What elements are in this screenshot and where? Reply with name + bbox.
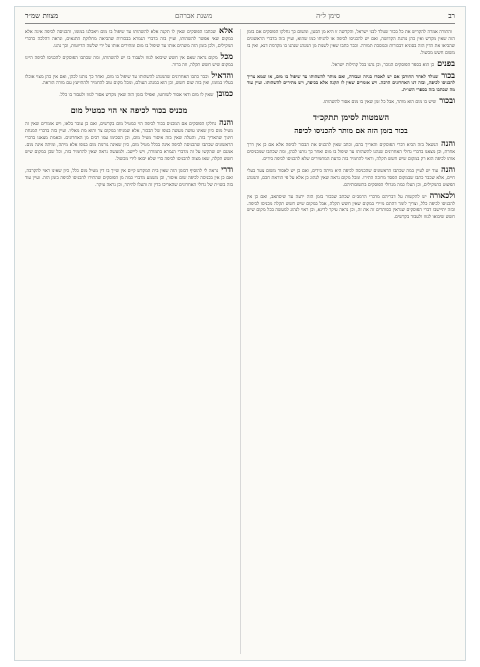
paragraph	[25, 50, 233, 70]
paragraph-lead-word: והנה	[441, 138, 455, 149]
paragraph-lead-word: והנה	[219, 117, 233, 128]
page-header	[25, 10, 455, 22]
paragraph-lead-word: אלא	[218, 27, 233, 35]
paragraph-text: מקום נראה שאם אין חשש שיבואו לגזוז ולעבוד בו יש להשהותו, ומה שכתבו הפוסקים להכניסו לכיפה היינו במקום שיש חשש תקלה, וזה ברור.	[25, 55, 233, 68]
paragraph-lead-word: כמובן	[216, 88, 233, 99]
paragraph-text: הנשאל בזה הביא דברי הפוסקים והאריך בהם, וכתב שאין להכניס את הבכור לכיפה אלא אם כן אין דרך אחרת, וכן מצאנו בדברי גדולי האחרונים שנהגו להשהותו עד שיפול בו מום ואחר כך נותנו לכהן, ומה שכתבו שמכניסים אותו לכיפה הוא רק במקום שיש חשש תקלה, וראוי להחמיר בזה כדעת המחמירים שלא להכניסו לכיפה בידים.	[247, 143, 455, 162]
paragraph-text: נחלקו הפוסקים אם המכניס בכור לכיפה הוי כמטיל מום בקדשים, ואם כן עובר בלאו, ויש אומרים שאין זה מטיל מום כיון שאינו עושה מעשה בגופו של הבכור, אלא שמניחו במקום צר והוא מת מאליו. ועיין בזה בדברי המנחת חינוך שהאריך בזה, והעלה שאין בזה איסור מטיל מום, וכן הסכימו עמו רבים מן האחרונים. ובאמת מצאנו בדברי הראשונים שכתבו שהכניסה לכיפה אינה בכלל מטיל מום, כיון שאינה גורמת מום בגופו אלא מיתה, ומיתה אינה מום. אמנם יש שהקשו על זה מדברי הגמרא בתמורה, ויש ליישב. ולמעשה נראה שאין להחמיר בזה, וכל שכן במקום שיש חשש תקלה, שאז מצוה להכניסו לכיפה כדי שלא יבואו לידי מכשול.	[25, 122, 233, 162]
paragraph-lead-word: ולכאורה	[429, 189, 455, 200]
paragraph-lead-word: ודרי	[221, 163, 233, 174]
paragraph-text: עוד יש לעיין במה שכתבו הראשונים שהכניסה לכיפה היא מיתה בידים, ואם כן יש לאסור משום צער בעלי חיים, אלא שכבר כתבו שבמקום הפסד מרובה התירו. ומכל מקום נראה שאין לנהוג כן אלא על פי הוראת חכם, והמנהג הפשוט כהמקילים, וכן העלו כמה מגדולי הפוסקים בתשובותיהם.	[247, 168, 455, 188]
paragraph	[247, 140, 455, 164]
paragraph-lead-word: והנה	[441, 163, 455, 174]
header-rule	[25, 23, 455, 24]
paragraph	[247, 57, 455, 70]
right-column	[247, 27, 455, 657]
paragraph-text: והתורה אמרה להקדיש את כל בכור שנולד לבני ישראל, והקדשה זו היא מן הבטן, ומשום כך נחלקו הפוסקים אם בזמן הזה שאין מקדש ואין כהן נוהגת הקדושה, ואם יש להכניסו לכיפה או להניחו כמו שהוא, ועיין בזה בדברי הראשונים שהביאו את הדין הזה בסוגיא דבכורות ובמסכת תמורה. וכבר כתבו שאין לשנות מן המנהג שנהגו בו מקדמת דנא, ואין בו משום חשש מכשול.	[247, 30, 455, 56]
paragraph-lead-word: ובכור	[439, 95, 455, 106]
paragraph-text: שנולד לאחר החורבן אם יש לאסרו בגיזה ועבודה, ואם מותר להשהותו עד שיפול בו מום, או שמא צריך להכניסו לכיפה, ובזה דנו האחרונים הרבה. ויש אומרים שאין לו תקנה אלא בכיפה, ויש מתירים להשהותו. ועיין עוד מה שכתבו בזה בספרי השו״ת.	[247, 74, 455, 94]
paragraph-text: שיש בו מום הוא מותר, אבל כל זמן שאין בו מום אסור להשהותו.	[322, 100, 437, 106]
paragraph-text: וכבר כתבו האחרונים שהמנהג להשהותו עד שיפול בו מום, ואחר כך נותנו לכהן, ואם אין כהן מצוי אוכלו בעליו במומו, ואין בזה שום חשש, וכן הוא במנהג העולם, ומכל מקום טוב להחמיר ולהתייעץ עם מורה הוראה.	[25, 74, 233, 87]
paragraph-text: שכתבו הפוסקים שאין לו תקנה אלא להשהותו עד שיפול בו מום ויאכלנו במומו, והכניסה לכיפה אינה אלא במקום שאי אפשר להשהותו, ועיין בזה בדברי הגמרא בבכורות שהביאה מחלוקת התנאים, ונראה דהלכה כדברי המקילים, ולכן בזמן הזה משהים אותו עד שיפול בו מום ומתירים אותו על ידי שלשה הדיוטות, וכך נהגו.	[25, 30, 233, 49]
left-column	[25, 27, 233, 657]
paragraph-lead-word: מכל	[220, 50, 233, 61]
section-subtitle: בכור בזמן הזה אם מותר להכניסו לכיפה	[294, 126, 408, 136]
book-page	[14, 6, 466, 661]
paragraph-text: שאין לו מום ודאי אסור לשוחטו, ואפילו בזמן הזה שאין מקדש אסור לגזוז ולעבוד בו כלל.	[59, 93, 214, 99]
section-title: מכניס בכור לכיפה אי הוי כמטיל מום	[70, 105, 188, 116]
paragraph	[247, 69, 455, 96]
paragraph-lead-word: בפנים	[437, 57, 455, 68]
paragraph-text: כן הוא בספר הפוסקים הנזכר, וכן נהגו בכל קהילות ישראל.	[331, 62, 435, 68]
paragraph	[247, 27, 455, 58]
paragraph	[25, 119, 233, 163]
header-section-title: מצוות שמ״ד	[25, 11, 59, 20]
paragraph-text: נראה לי להוסיף דבזמן הזה שאין בית המקדש קיים אין שייך בו דין מטיל מום כלל, כיון שאינו ראוי להקרבה, ואם כן אין בכניסה לכיפה שום איסור, וכן משמע מדברי כמה מן הפוסקים שהתירו להכניסו לכיפה בזמן הזה. ועיין עוד בזה בשו״ת של גדולי האחרונים שהאריכו בדין זה והעלו להיתר, וכן נראה עיקר.	[25, 168, 233, 188]
paragraph	[25, 163, 233, 190]
section-title: השמטות לסימן תתקכ״ד	[312, 112, 390, 123]
paragraph	[25, 69, 233, 89]
paragraph	[247, 163, 455, 190]
paragraph	[25, 90, 233, 100]
column-divider	[240, 29, 241, 654]
paragraph	[247, 189, 455, 223]
paragraph-text: יש להקשות על דבריהם מדברי הרמב״ם שכתב שבכור בזמן הזה ירעה עד שיסתאב, ואם כן אין להכניסו לכיפה כלל, וצריך לומר דהתם מיירי במקום שאין חשש תקלה, אבל במקום שיש חשש תקלה מכניסו לכיפה. ובזה יתיישבו דברי הפוסקים שנראין כסותרים זה את זה, וכן נראה עיקר לדינא, וכן ראוי לנהוג למעשה בכל מקום שיש חשש שיבואו לגזוז ולעבוד בקדשים.	[247, 194, 455, 221]
paragraph-lead-word: והדאיל	[211, 69, 233, 80]
header-book-title: משנת אברהם	[175, 12, 213, 20]
header-corner-letters: רב	[448, 11, 455, 20]
paragraph	[25, 27, 233, 51]
header-running-title: סימן ל״ה	[316, 12, 340, 20]
paragraph-lead-word: בכור	[441, 69, 455, 80]
paragraph	[247, 97, 455, 107]
